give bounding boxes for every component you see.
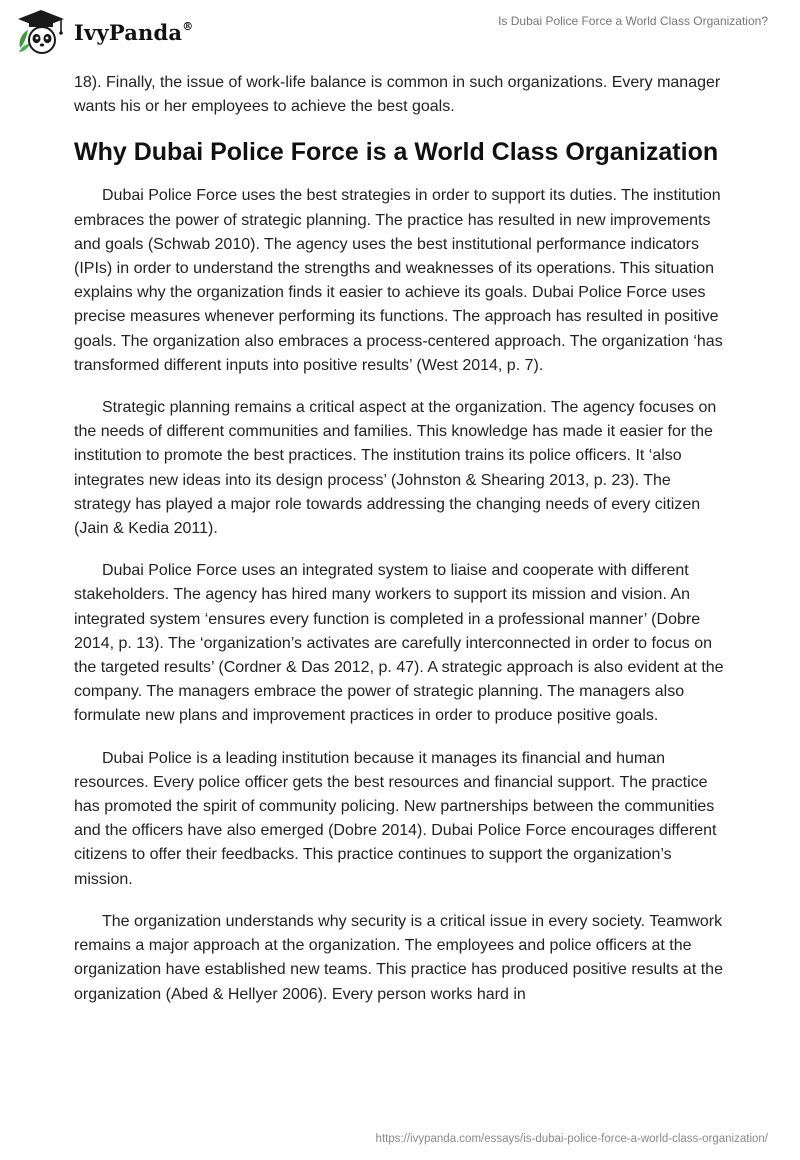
essay-body	[74, 71, 726, 1025]
body-paragraph: Dubai Police Force uses the best strategies in order to support its duties. The institution embraces the power of strategic planning. The practice has resulted in new improvements and goals (Schwab 2010). The agency uses the best institutional performance indicators (IPIs) in order to understand the strengths and weaknesses of its operations. This situation explains why the organization finds it easier to achieve its goals. Dubai Police Force uses precise measures whenever performing its functions. The approach has resulted in positive goals. The organization also embraces a process-centered approach. The organization ‘has transformed different inputs into positive results’ (West 2014, p. 7).	[74, 187, 723, 374]
panda-graduate-icon	[16, 8, 66, 56]
intro-paragraph: 18). Finally, the issue of work-life balance is common in such organizations. Every manager wants his or her employees to achieve the best goals.	[74, 74, 721, 116]
body-paragraph: Dubai Police Force uses an integrated system to liaise and cooperate with different stakeholders. The agency has hired many workers to support its mission and vision. An integrated system ‘ensures every function is completed in a professional manner’ (Dobre 2014, p. 13). The ‘organization’s activates are carefully interconnected in order to focus on the targeted results’ (Cordner & Das 2012, p. 47). A strategic approach is also evident at the company. The managers embrace the power of strategic planning. The managers also formulate new plans and improvement practices in order to produce positive goals.	[74, 562, 724, 725]
document-title: Is Dubai Police Force a World Class Organization?	[498, 14, 768, 28]
section-heading: Why Dubai Police Force is a World Class Organization	[74, 138, 719, 167]
logo-text: IvyPanda®	[74, 19, 194, 45]
source-url[interactable]: https://ivypanda.com/essays/is-dubai-police-force-a-world-class-organization/	[375, 1133, 768, 1145]
body-paragraph: Strategic planning remains a critical aspect at the organization. The agency focuses on the needs of different communities and families. This knowledge has made it easier for the institution to promote the best practices. The institution trains its police officers. It ‘also integrates new ideas into its design process’ (Johnston & Shearing 2013, p. 23). The strategy has played a major role towards addressing the changing needs of every citizen (Jain & Kedia 2011).	[74, 399, 717, 538]
page-header	[0, 0, 800, 70]
body-paragraph: The organization understands why security is a critical issue in every society. Teamwork remains a major approach at the organization. The employees and police officers at the organization have established new teams. This practice has produced positive results at the organization (Abed & Hellyer 2006). Every person works hard in	[74, 912, 723, 1003]
body-paragraph: Dubai Police is a leading institution because it manages its financial and human resources. Every police officer gets the best resources and financial support. The practice has promoted the spirit of community policing. New partnerships between the communities and the officers have also emerged (Dobre 2014). Dubai Police Force encourages different citizens to offer their feedbacks. This practice continues to support the organization’s mission.	[74, 749, 717, 888]
ivypanda-logo[interactable]	[16, 8, 193, 56]
